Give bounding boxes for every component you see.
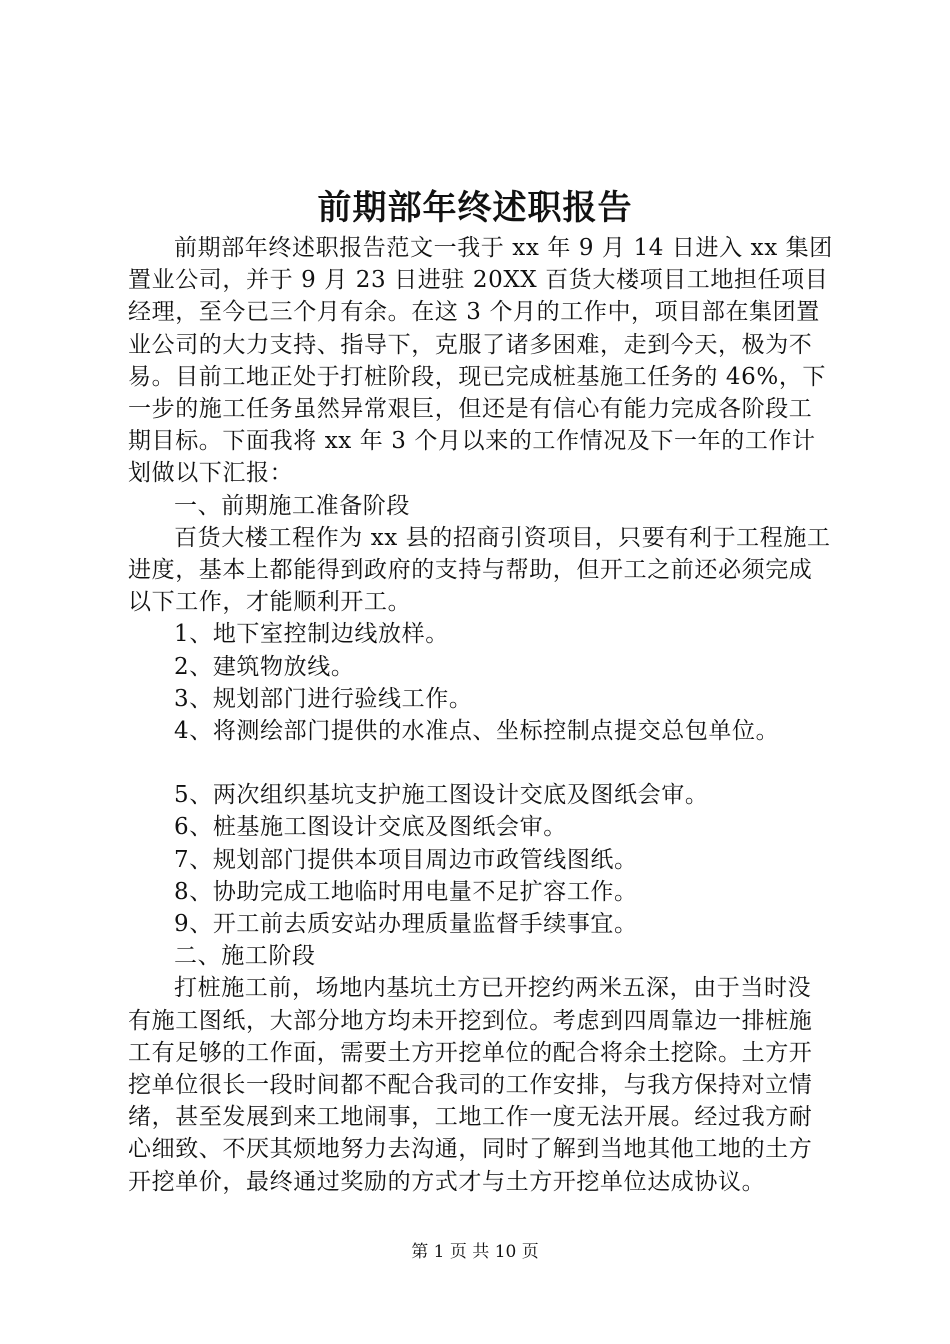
list-item: 5、两次组织基坑支护施工图设计交底及图纸会审。	[174, 782, 709, 809]
list-item: 3、规划部门进行验线工作。	[174, 685, 473, 712]
page-footer: 第 1 页 共 10 页	[411, 1242, 539, 1262]
list-item: 9、开工前去质安站办理质量监督手续事宜。	[174, 911, 638, 938]
list-item: 8、协助完成工地临时用电量不足扩容工作。	[174, 878, 638, 905]
paragraph-intro: 前期部年终述职报告范文一我于 xx 年 9 月 14 日进入 xx 集团置业公司，并于 9 月 23 日进驻 20XX 百货大楼项目工地担任项目经理，至今已三个月有余。在这 3 个月的工作中，项目部在集团置业公司的大力支持、指导下，克服了诸多困难，走到今天，极为不易。目前工地正处于打桩阶段，现已完成桩基施工任务的 46%，下一步的施工任务虽然异常艰巨，但还是有信心有能力完成各阶段工期目标。下面我将 xx 年 3 个月以来的工作情况及下一年的工作计划做以下汇报：	[128, 235, 833, 487]
list-item: 1、地下室控制边线放样。	[174, 621, 449, 648]
paragraph-section-1: 百货大楼工程作为 xx 县的招商引资项目，只要有利于工程施工进度，基本上都能得到政府的支持与帮助，但开工之前还必须完成以下工作，才能顺利开工。	[128, 524, 831, 616]
list-item: 4、将测绘部门提供的水准点、坐标控制点提交总包单位。	[174, 718, 780, 745]
section-heading-1: 一、前期施工准备阶段	[174, 492, 410, 519]
paragraph-section-2: 打桩施工前，场地内基坑土方已开挖约两米五深，由于当时没有施工图纸，大部分地方均未开挖到位。考虑到四周靠边一排桩施工有足够的工作面，需要土方开挖单位的配合将余土挖除。土方开挖单位很长一段时间都不配合我司的工作安排，与我方保持对立情绪，甚至发展到来工地闹事，工地工作一度无法开展。经过我方耐心细致、不厌其烦地努力去沟通，同时了解到当地其他工地的土方开挖单价，最终通过奖励的方式才与土方开挖单位达成协议。	[128, 975, 813, 1195]
document-title: 前期部年终述职报告	[317, 188, 633, 228]
section-heading-2: 二、施工阶段	[174, 943, 316, 970]
list-item: 2、建筑物放线。	[174, 653, 355, 680]
document-body	[128, 232, 834, 1198]
list-item: 6、桩基施工图设计交底及图纸会审。	[174, 814, 567, 841]
list-item: 7、规划部门提供本项目周边市政管线图纸。	[174, 846, 638, 873]
